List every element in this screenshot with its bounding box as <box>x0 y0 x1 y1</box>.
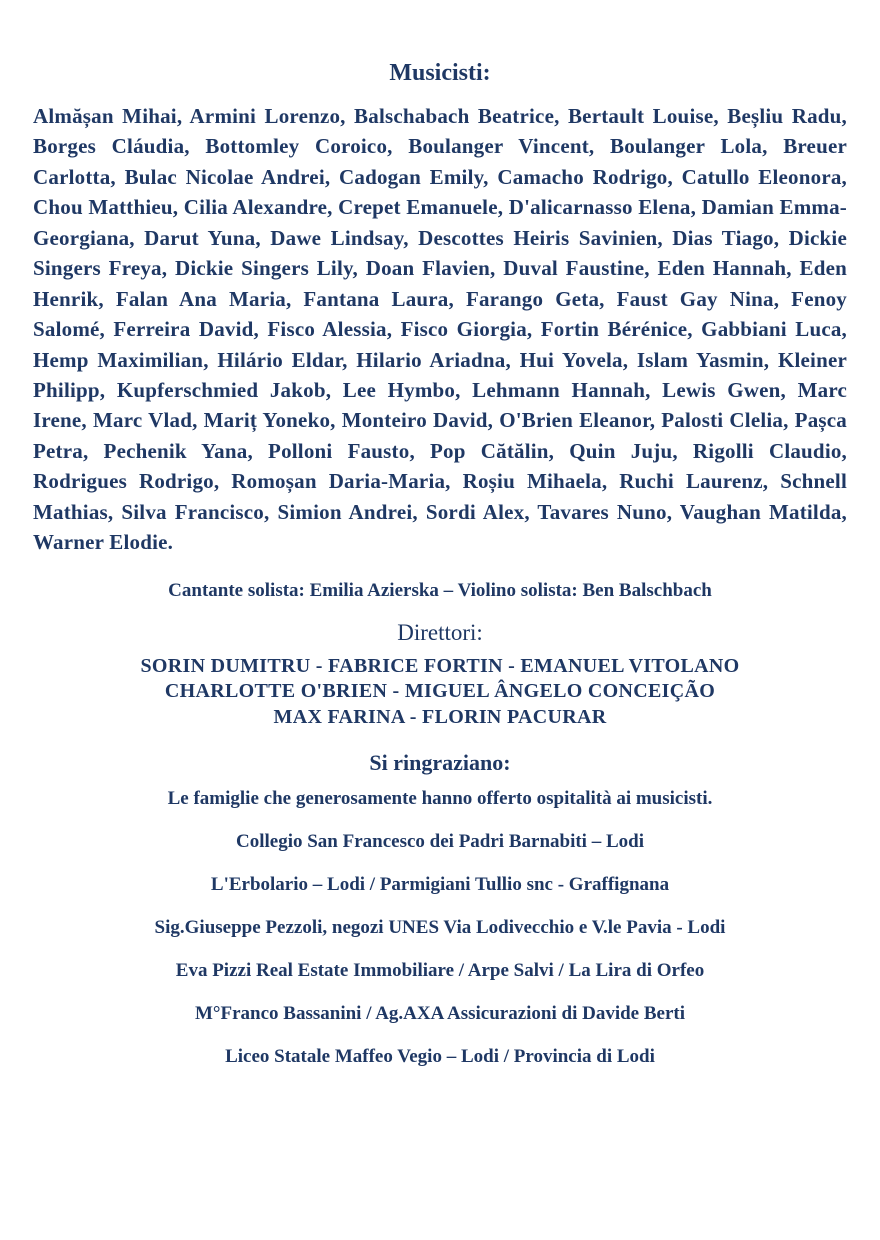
thanks-line: Eva Pizzi Real Estate Immobiliare / Arpe Salvi / La Lira di Orfeo <box>175 960 705 982</box>
thanks-line: M°Franco Bassanini / Ag.AXA Assicurazioni di Davide Berti <box>194 1003 685 1025</box>
soloists-line: Cantante solista: Emilia Azierska – Violino solista: Ben Balschbach <box>168 579 712 601</box>
musicians-heading: Musicisti: <box>389 60 491 86</box>
conductor-line: MAX FARINA - FLORIN PACURAR <box>273 705 607 728</box>
conductors-heading: Direttori: <box>397 619 483 645</box>
thanks-line: Collegio San Francesco dei Padri Barnabiti – Lodi <box>236 831 644 853</box>
thanks-line: Le famiglie che generosamente hanno offerto ospitalità ai musicisti. <box>167 788 713 810</box>
thanks-line: Liceo Statale Maffeo Vegio – Lodi / Provincia di Lodi <box>225 1046 655 1068</box>
thanks-list <box>30 788 850 1068</box>
thanks-line: L'Erbolario – Lodi / Parmigiani Tullio snc - Graffignana <box>210 874 670 896</box>
conductor-line: CHARLOTTE O'BRIEN - MIGUEL ÂNGELO CONCEIÇÃO <box>164 680 716 703</box>
musicians-list: Almășan Mihai, Armini Lorenzo, Balschabach Beatrice, Bertault Louise, Beșliu Radu, Borges Cláudia, Bottomley Coroico, Boulanger Vincent, Boulanger Lola, Breuer Carlotta, Bulac Nicolae Andrei, Cadogan Emily, Camacho Rodrigo, Catullo Eleonora, Chou Matthieu, Cilia Alexandre, Crepet Emanuele, D'alicarnasso Elena, Damian Emma-Georgiana, Darut Yuna, Dawe Lindsay, Descottes Heiris Savinien, Dias Tiago, Dickie Singers Freya, Dickie Singers Lily, Doan Flavien, Duval Faustine, Eden Hannah, Eden Henrik, Falan Ana Maria, Fantana Laura, Farango Geta, Faust Gay Nina, Fenoy Salomé, Ferreira David, Fisco Alessia, Fisco Giorgia, Fortin Bérénice, Gabbiani Luca, Hemp Maximilian, Hilário Eldar, Hilario Ariadna, Hui Yovela, Islam Yasmin, Kleiner Philipp, Kupferschmied Jakob, Lee Hymbo, Lehmann Hannah, Lewis Gwen, Marc Irene, Marc Vlad, Mariț Yoneko, Monteiro David, O'Brien Eleanor, Palosti Clelia, Pașca Petra, Pechenik Yana, Polloni Fausto, Pop Cătălin, Quin Juju, Rigolli Claudio, Rodrigues Rodrigo, Romoșan Daria-Maria, Roșiu Mihaela, Ruchi Laurenz, Schnell Mathias, Silva Francisco, Simion Andrei, Sordi Alex, Tavares Nuno, Vaughan Matilda, Warner Elodie. <box>33 104 847 555</box>
conductor-line: SORIN DUMITRU - FABRICE FORTIN - EMANUEL VITOLANO <box>140 654 740 677</box>
thanks-heading: Si ringraziano: <box>369 750 511 776</box>
conductors-block <box>30 654 850 731</box>
thanks-line: Sig.Giuseppe Pezzoli, negozi UNES Via Lodivecchio e V.le Pavia - Lodi <box>154 917 726 939</box>
